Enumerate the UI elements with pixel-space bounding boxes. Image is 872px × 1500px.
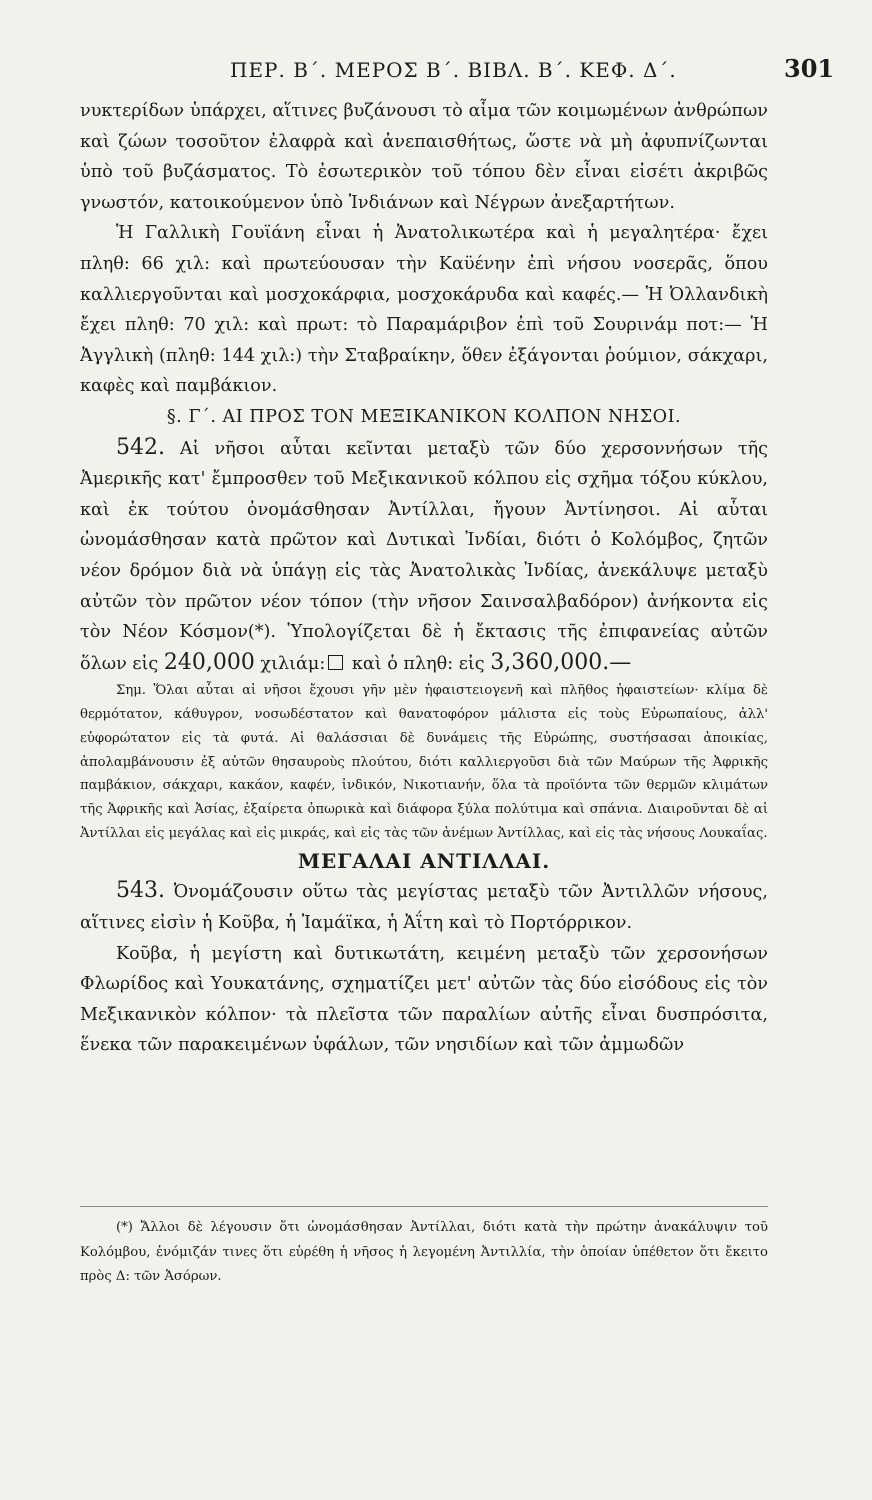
paragraph-542-text: Αἱ νῆσοι αὗται κεῖνται μεταξὺ τῶν δύο χερσοννήσων τῆς Ἀμερικῆς κατ' ἔμπροσθεν τοῦ Μεξικανικοῦ κόλπου εἰς σχῆμα τόξου κύκλου, καὶ ἐκ τούτου ὀνομάσθησαν Ἀντίλλαι, ἤγουν Ἀντίνησοι. Αἱ αὗται ὠνομάσθησαν κατὰ πρῶτον καὶ Δυτικαὶ Ἰνδίαι, διότι ὁ Κολόμβος, ζητῶν νέον δρόμον διὰ νὰ ὑπάγῃ εἰς τὰς Ἀνατολικὰς Ἰνδίας, ἀνεκάλυψε μεταξὺ αὐτῶν τὸν πρῶτον νέον τόπον (τὴν νῆσον Σαινσαλβαδόρον) ἀνήκοντα εἰς τὸν Νέον Κόσμον(*). Ὑπολογίζεται δὲ ἡ ἔκτασις τῆς ἐπιφανείας αὐτῶν ὅλων εἰς [80,438,768,674]
footnote: (*) Ἄλλοι δὲ λέγουσιν ὅτι ὠνομάσθησαν Ἀντίλλαι, διότι κατὰ τὴν πρώτην ἀνακάλυψιν τοῦ Κολόμβου, ἐνόμιζάν τινες ὅτι εὑρέθη ἡ νῆσος ἡ λεγομένη Ἀντιλλία, τὴν ὁποίαν ὑπέθετον ὅτι ἔκειτο πρὸς Δ: τῶν Ἀσόρων. [80,1220,768,1284]
paragraph-number-543: 543. [116,878,165,904]
footnote-divider [80,1206,768,1207]
population-value: 3,360,000.— [490,649,632,675]
paragraph-543 [80,876,768,938]
paragraph-542 [80,433,768,680]
paragraph-number-542: 542. [116,434,165,460]
population-label: καὶ ὁ πληθ: εἰς [346,653,491,674]
heading-great-antilles: ΜΕΓΑΛΑΙ ΑΝΤΙΛΛΑΙ. [297,848,551,873]
note-paragraph: Σημ. Ὅλαι αὗται αἱ νῆσοι ἔχουσι γῆν μὲν ἡφαιστειογενῆ καὶ πλῆθος ἡφαιστείων· κλίμα δὲ θερμότατον, κάθυγρον, νοσωδέστατον καὶ θανατοφόρον μάλιστα εἰς τοὺς Εὐρωπαίους, ἀλλ' εὐφορώτατον εἰς τὰ φυτά. Αἱ θαλάσσιαι δὲ δυνάμεις τῆς Εὐρώπης, συστήσασαι ἀποικίας, ἀπολαμβάνουσιν ἐξ αὐτῶν θησαυροὺς πλούτου, διότι καλλιεργοῦσι διὰ τῶν Μαύρων τῆς Ἀφρικῆς παμβάκιον, σάκχαρι, κακάον, καφέν, ἰνδικόν, Νικοτιανήν, ὅλα τὰ προϊόντα τῶν θερμῶν κλιμάτων τῆς Ἀφρικῆς καὶ Ἀσίας, ἐξαίρετα ὀπωρικὰ καὶ διάφορα ξύλα πολύτιμα καὶ σπάνια. Διαιροῦνται δὲ αἱ Ἀντίλλαι εἰς μεγάλας καὶ εἰς μικράς, καὶ εἰς τὰς τῶν ἀνέμων Ἀντίλλας, καὶ εἰς τὰς νήσους Λουκαΐας. [80,683,768,842]
square-symbol-icon [328,655,343,670]
area-value: 240,000 [163,649,255,675]
main-text [80,96,768,1061]
section-title: §. Γ΄. ΑΙ ΠΡΟΣ ΤΟΝ ΜΕΞΙΚΑΝΙΚΟΝ ΚΟΛΠΟΝ ΝΗΣΟΙ. [166,406,682,427]
paragraph-bats: νυκτερίδων ὑπάρχει, αἵτινες βυζάνουσι τὸ αἷμα τῶν κοιμωμένων ἀνθρώπων καὶ ζώων τοσοῦτον ἐλαφρὰ καὶ ἀνεπαισθήτως, ὥστε νὰ μὴ ἀφυπνίζωνται ὑπὸ τοῦ βυζάσματος. Τὸ ἐσωτερικὸν τοῦ τόπου δὲν εἶναι εἰσέτι ἀκριβῶς γνωστόν, κατοικούμενον ὑπὸ Ἰνδιάνων καὶ Νέγρων ἀνεξαρτήτων. [80,101,768,213]
paragraph-cuba: Κοῦβα, ἡ μεγίστη καὶ δυτικωτάτη, κειμένη μεταξὺ τῶν χερσονήσων Φλωρίδος καὶ Υουκατάνης, σχηματίζει μετ' αὐτῶν τὰς δύο εἰσόδους εἰς τὸν Μεξικανικὸν κόλπον· τὰ πλεῖστα τῶν παραλίων αὐτῆς εἶναι δυσπρόσιτα, ἕνεκα τῶν παρακειμένων ὑφάλων, τῶν νησιδίων καὶ τῶν ἀμμωδῶν [80,943,768,1056]
running-header: ΠΕΡ. Β΄. ΜΕΡΟΣ Β΄. ΒΙΒΛ. Β΄. ΚΕΦ. Δ΄. [230,58,677,82]
paragraph-543-text: Ὀνομάζουσιν οὕτω τὰς μεγίστας μεταξὺ τῶν Ἀντιλλῶν νήσους, αἵτινες εἰσὶν ἡ Κοῦβα, ἡ Ἰαμάϊκα, ἡ Ἀΐτη καὶ τὸ Πορτόρρικον. [80,882,768,934]
paragraph-guianas: Ἡ Γαλλικὴ Γουϊάνη εἶναι ἡ Ἀνατολικωτέρα καὶ ἡ μεγαλητέρα· ἔχει πληθ: 66 χιλ: καὶ πρωτεύουσαν τὴν Καϋένην ἐπὶ νήσου νοσερᾶς, ὅπου καλλιεργοῦνται καὶ μοσχοκάρφια, μοσχοκάρυδα καὶ καφές.— Ἡ Ὀλλανδικὴ ἔχει πληθ: 70 χιλ: καὶ πρωτ: τὸ Παραμάριβον ἐπὶ τοῦ Σουρινάμ ποτ:— Ἡ Ἀγγλικὴ (πληθ: 144 χιλ:) τὴν Σταβραίκην, ὅθεν ἐξάγονται ῥούμιον, σάκχαρι, καφὲς καὶ παμβάκιον. [80,223,768,397]
area-unit: χιλιάμ: [254,653,326,674]
page-number: 301 [784,54,835,83]
